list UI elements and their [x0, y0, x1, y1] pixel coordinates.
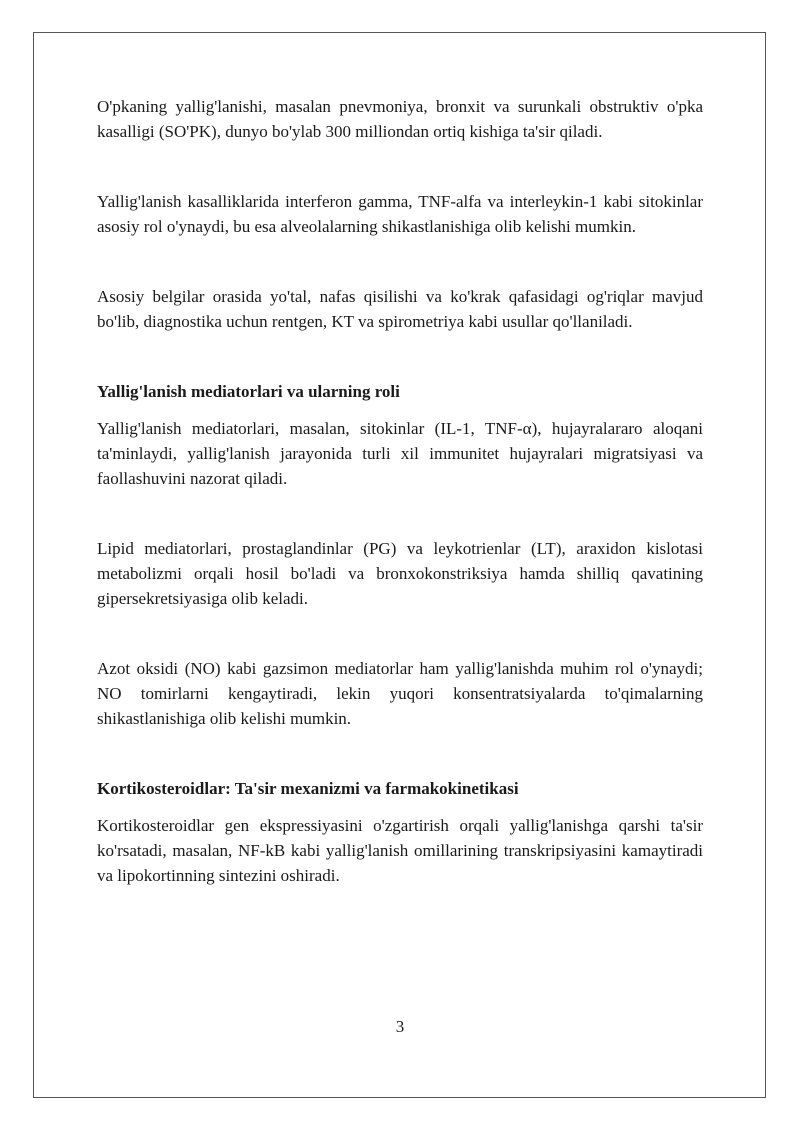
paragraph-intro-3: Asosiy belgilar orasida yo'tal, nafas qisilishi va ko'krak qafasidagi og'riqlar mavjud bo'lib, diagnostika uchun rentgen, KT va spirometriya kabi usullar qo'llaniladi.: [97, 287, 703, 331]
paragraph-mediators-3: Azot oksidi (NO) kabi gazsimon mediatorlar ham yallig'lanishda muhim rol o'ynaydi; NO tomirlarni kengaytiradi, lekin yuqori konsentratsiyalarda to'qimalarning shikastlanishiga olib kelishi mumkin.: [97, 659, 703, 728]
paragraph-corticosteroids-1: Kortikosteroidlar gen ekspressiyasini o'zgartirish orqali yallig'lanishga qarshi ta'sir ko'rsatadi, masalan, NF-kB kabi yallig'lanish omillarining transkripsiyasini kamaytiradi va lipokortinning sintezini oshiradi.: [97, 816, 703, 885]
document-body: [97, 94, 703, 888]
paragraph-mediators-2: Lipid mediatorlari, prostaglandinlar (PG) va leykotrienlar (LT), araxidon kislotasi metabolizmi orqali hosil bo'ladi va bronxokonstriksiya hamda shilliq qavatining gipersekretsiyasiga olib keladi.: [97, 539, 703, 608]
section-heading-mediators: Yallig'lanish mediatorlari va ularning roli: [97, 382, 400, 401]
paragraph-intro-2: Yallig'lanish kasalliklarida interferon gamma, TNF-alfa va interleykin-1 kabi sitokinlar asosiy rol o'ynaydi, bu esa alveolalarning shikastlanishiga olib kelishi mumkin.: [97, 192, 703, 236]
paragraph-mediators-1: Yallig'lanish mediatorlari, masalan, sitokinlar (IL-1, TNF-α), hujayralararo aloqani ta'minlaydi, yallig'lanish jarayonida turli xil immunitet hujayralari migratsiyasi va faollashuvini nazorat qiladi.: [97, 419, 703, 488]
page-number: 3: [395, 1017, 405, 1036]
section-heading-corticosteroids: Kortikosteroidlar: Ta'sir mexanizmi va farmakokinetikasi: [97, 779, 519, 798]
paragraph-intro-1: O'pkaning yallig'lanishi, masalan pnevmoniya, bronxit va surunkali obstruktiv o'pka kasalligi (SO'PK), dunyo bo'ylab 300 milliondan ortiq kishiga ta'sir qiladi.: [97, 97, 703, 141]
